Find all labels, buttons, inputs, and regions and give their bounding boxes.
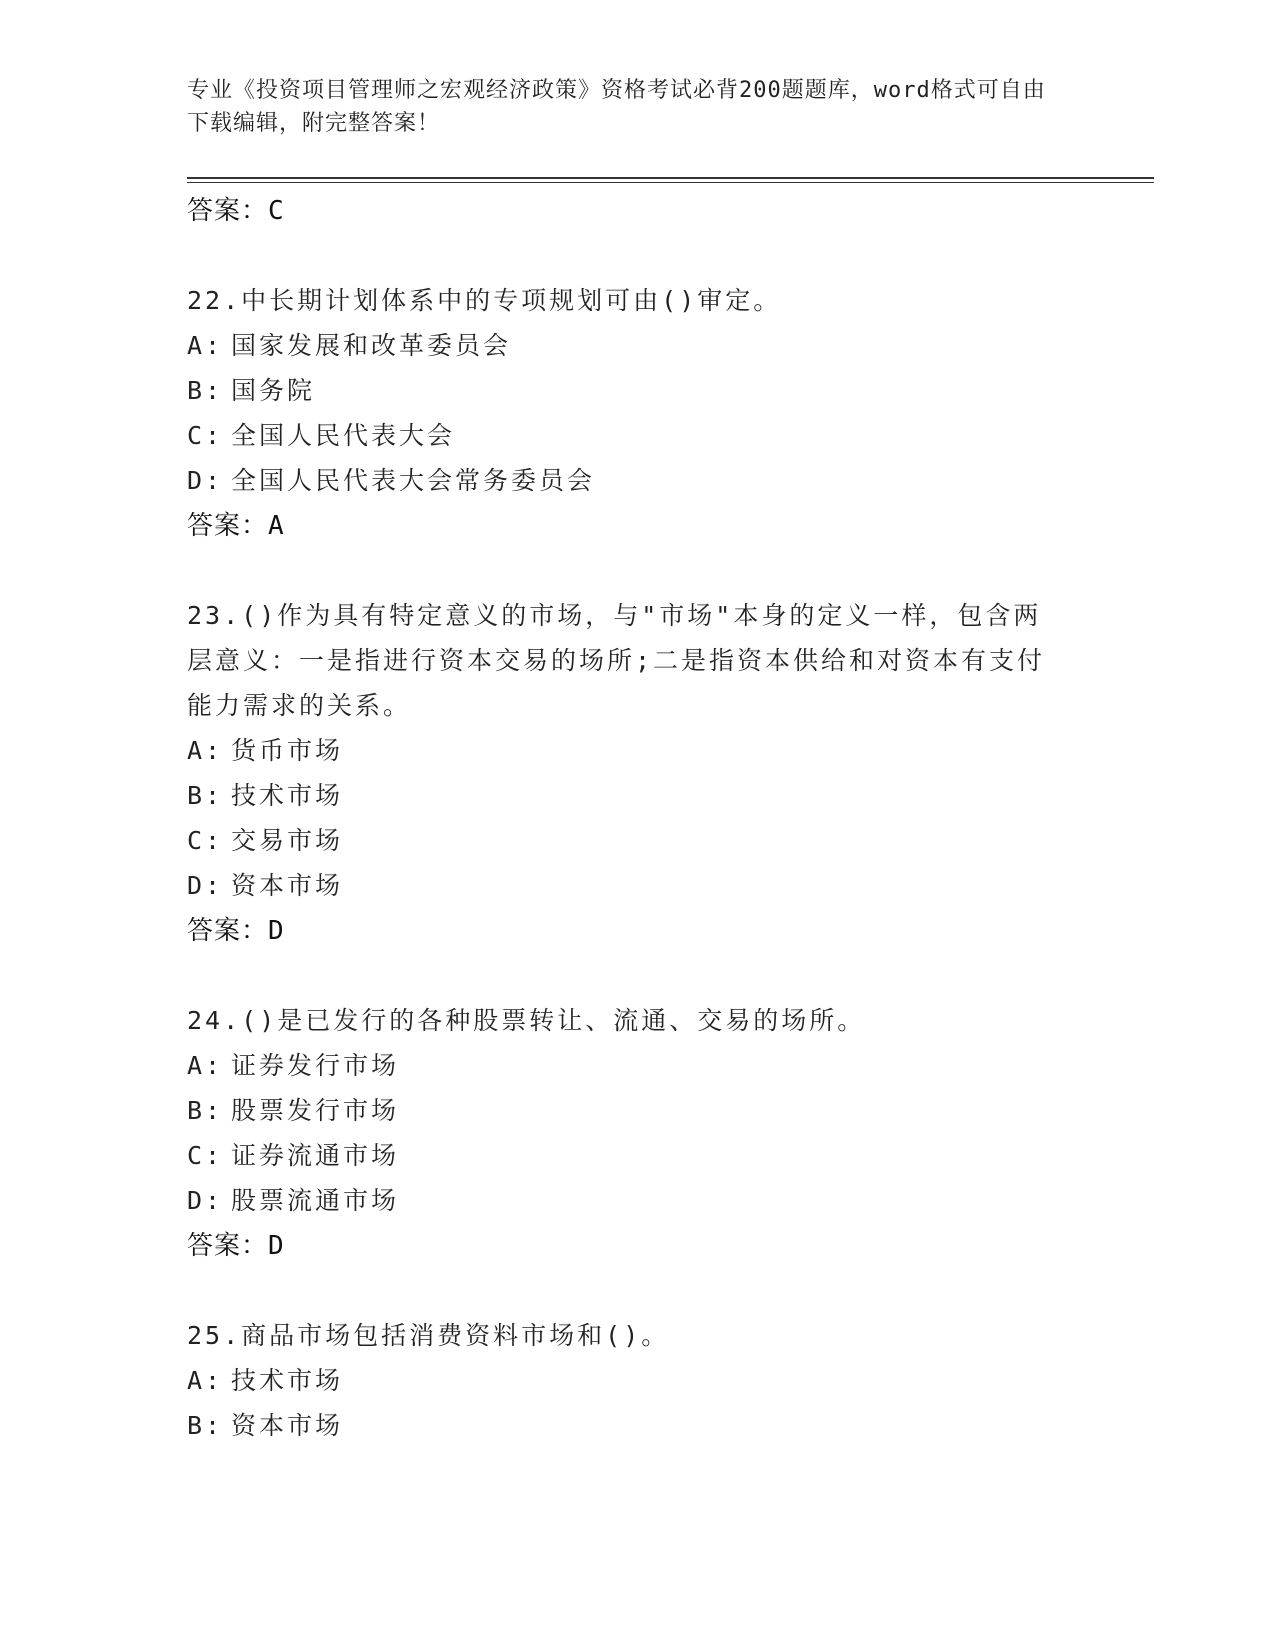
option-item [187,458,1087,503]
answer-line [187,503,1087,549]
option-text: 资本市场 [231,871,344,900]
answer-line [187,908,1087,954]
answer-label: 答案： [187,196,269,226]
option-text: 全国人民代表大会 [231,421,456,450]
option-text: 资本市场 [231,1411,344,1440]
question-gap [187,954,1087,998]
page-header: 专业《投资项目管理师之宏观经济政策》资格考试必背200题题库，word格式可自由下载编辑，附完整答案！ [187,78,1046,136]
question-gap [187,549,1087,593]
option-letter: D: [187,466,224,495]
header-rule-thin [187,182,1154,183]
option-item [187,1088,1087,1133]
answer-value: D [268,916,285,946]
option-text: 交易市场 [231,826,344,855]
option-item [187,773,1087,818]
answer-line [187,188,1087,234]
answer-label: 答案： [187,916,269,946]
option-text: 证券流通市场 [231,1141,400,1170]
option-item [187,1358,1087,1403]
option-letter: B: [187,1411,224,1440]
option-letter: B: [187,376,224,405]
option-letter: D: [187,871,224,900]
answer-value: D [268,1231,285,1261]
question-gap [187,234,1087,278]
header-rule-thick [187,177,1154,179]
answer-value: C [268,196,285,226]
question-block [187,998,1087,1269]
option-item [187,1178,1087,1223]
question-gap [187,1269,1087,1313]
option-letter: A: [187,331,224,360]
option-item [187,1403,1087,1448]
option-letter: A: [187,1366,224,1395]
question-list [187,188,1087,1448]
option-text: 证券发行市场 [231,1051,400,1080]
option-item [187,1133,1087,1178]
option-text: 股票发行市场 [231,1096,400,1125]
question-text: 23.()作为具有特定意义的市场，与"市场"本身的定义一样，包含两层意义：一是指进行资本交易的场所;二是指资本供给和对资本有支付能力需求的关系。 [187,601,1046,720]
answer-label: 答案： [187,1231,269,1261]
option-text: 全国人民代表大会常务委员会 [231,466,596,495]
option-text: 国家发展和改革委员会 [231,331,512,360]
option-text: 技术市场 [231,1366,344,1395]
option-text: 技术市场 [231,781,344,810]
answer-line [187,1223,1087,1269]
answer-label: 答案： [187,511,269,541]
option-text: 货币市场 [231,736,344,765]
question-block [187,1313,1087,1448]
option-letter: A: [187,736,224,765]
option-text: 股票流通市场 [231,1186,400,1215]
option-item [187,728,1087,773]
option-letter: B: [187,781,224,810]
answer-value: A [268,511,285,541]
question-text: 24.()是已发行的各种股票转让、流通、交易的场所。 [187,1006,866,1035]
question-block [187,593,1087,954]
question-text: 22.中长期计划体系中的专项规划可由()审定。 [187,286,782,315]
option-text: 国务院 [231,376,316,405]
questions-container [187,234,1087,1448]
option-letter: A: [187,1051,224,1080]
option-item [187,863,1087,908]
option-item [187,1043,1087,1088]
option-item [187,323,1087,368]
option-item [187,413,1087,458]
option-letter: C: [187,421,224,450]
option-letter: C: [187,826,224,855]
option-letter: C: [187,1141,224,1170]
option-letter: D: [187,1186,224,1215]
option-item [187,368,1087,413]
question-text: 25.商品市场包括消费资料市场和()。 [187,1321,670,1350]
option-item [187,818,1087,863]
question-block [187,278,1087,549]
option-letter: B: [187,1096,224,1125]
